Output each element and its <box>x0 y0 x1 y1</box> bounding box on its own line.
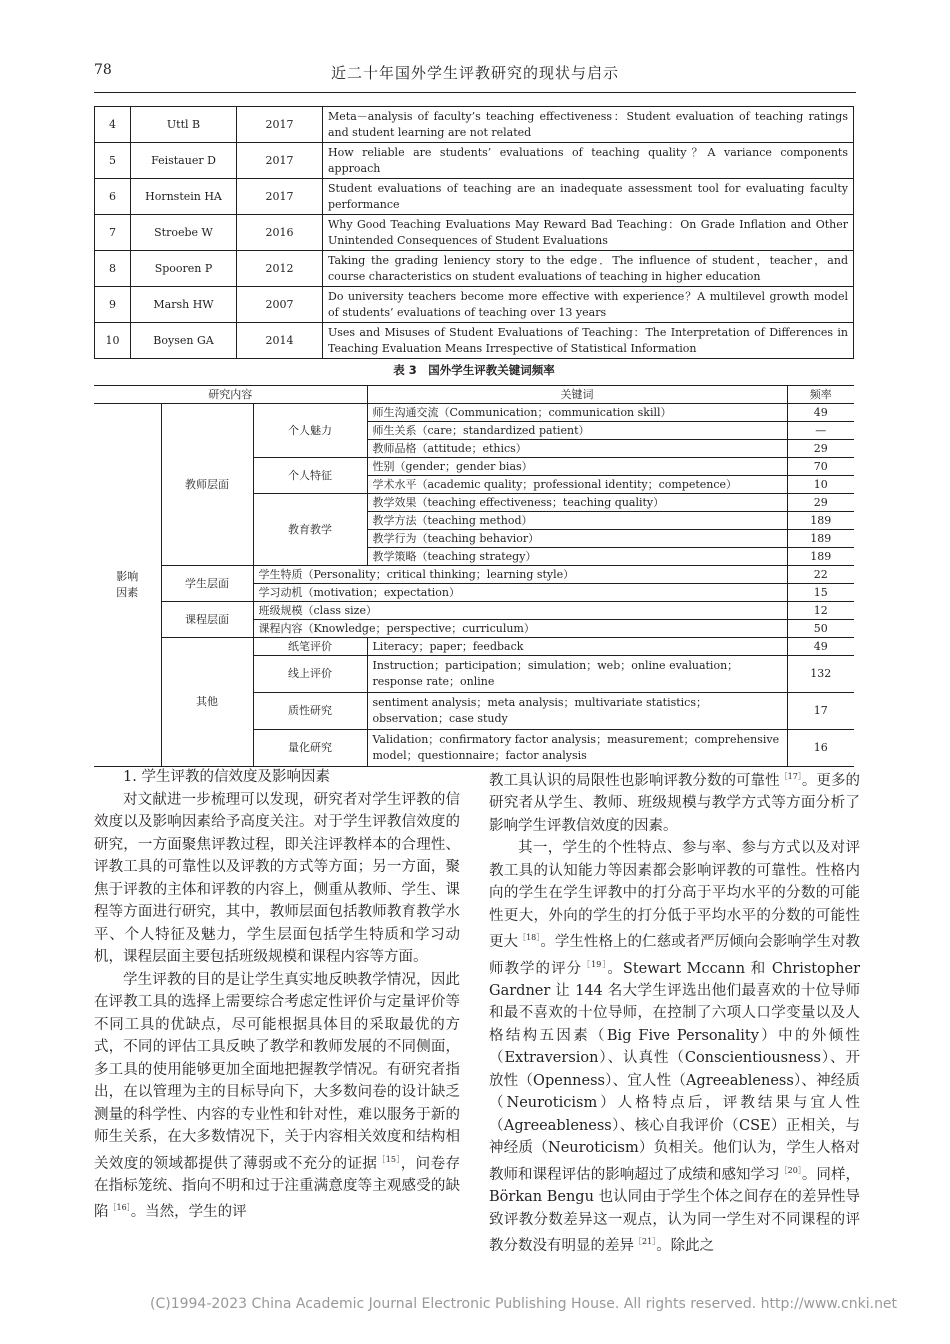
paragraph-text: 。同样，Börkan Bengu 也认同由于学生个体之间存在的差异性导致评教分数差异这一观点，认为同一学生对不同课程的评教分数没有明显的差异 <box>489 1166 860 1255</box>
paper-title-cell: Student evaluations of teaching are an inadequate assessment tool for evaluating faculty performance <box>323 179 854 215</box>
rank-cell: 10 <box>95 323 131 359</box>
rank-cell: 7 <box>95 215 131 251</box>
paragraph <box>489 766 860 837</box>
rank-cell: 4 <box>95 107 131 143</box>
running-title: 近二十年国外学生评教研究的现状与启示 <box>330 64 619 82</box>
table-row <box>95 179 854 215</box>
frequency-cell: 12 <box>787 602 854 620</box>
author-cell: Spooren P <box>131 251 237 287</box>
keyword-cell: 学生特质（Personality；critical thinking；learning style） <box>253 566 787 584</box>
table-row <box>94 404 854 422</box>
frequency-cell: 49 <box>787 404 854 422</box>
subgroup-cell: 线上评价 <box>253 656 367 693</box>
paragraph-text: 学生评教的目的是让学生真实地反映教学情况，因此在评教工具的选择上需要综合考虑定性评价与定量评价等不同工具的优缺点，尽可能根据具体目的采取最优的方式，不同的评估工具反映了教学和教师发展的不同侧面，多工具的使用能够更加全面地把握教学情况。有研究者指出，在以管理为主的目标导向下，大多数问卷的设计缺乏测量的科学性、内容的专业性和针对性，难以服务于新的师生关系，在大多数情况下，关于内容相关效度和结构相关效度的领域都提供了薄弱或不充分的证据 <box>94 971 460 1172</box>
top-cited-papers-body <box>95 107 854 359</box>
year-cell: 2014 <box>237 323 323 359</box>
citation-17: ［17］ <box>779 772 802 781</box>
paper-title-cell: Why Good Teaching Evaluations May Reward Bad Teaching：On Grade Inflation and Other Unintended Consequences of Student Evaluations <box>323 215 854 251</box>
frequency-cell: 189 <box>787 530 854 548</box>
year-cell: 2017 <box>237 179 323 215</box>
citation-19: ［19］ <box>582 959 608 969</box>
group-teacher: 教师层面 <box>161 404 253 566</box>
keyword-cell: 教师品格（attitude；ethics） <box>367 440 787 458</box>
keyword-cell: sentiment analysis；meta analysis；multivariate statistics；observation；case study <box>367 693 787 730</box>
keyword-cell: Validation；confirmatory factor analysis；measurement；comprehensive model；questionnaire；factor analysis <box>367 730 787 767</box>
citation-16: ［16］ <box>108 1203 131 1213</box>
table-row <box>95 323 854 359</box>
rank-cell: 8 <box>95 251 131 287</box>
frequency-cell: — <box>787 422 854 440</box>
paragraph: 对文献进一步梳理可以发现，研究者对学生评教的信效度以及影响因素给予高度关注。对于学生评教信效度的研究，一方面聚焦评教过程，即关注评教样本的合理性、评教工具的可靠性以及评教的方式等方面；另一方面，聚焦于评教的主体和评教的内容上，侧重从教师、学生、课程等方面进行研究，其中，教师层面包括教师教育教学水平、个人特征及魅力，学生层面包括学生特质和学习动机，课程层面主要包括班级规模和课程内容等方面。 <box>94 791 460 965</box>
keyword-cell: 性别（gender；gender bias） <box>367 458 787 476</box>
table-row <box>94 602 854 620</box>
author-cell: Boysen GA <box>131 323 237 359</box>
paper-title-cell: Taking the grading leniency story to the edge．The influence of student，teacher，and course characteristics on student evaluations of teaching in higher education <box>323 251 854 287</box>
author-cell: Feistauer D <box>131 143 237 179</box>
page-header <box>94 58 856 88</box>
year-cell: 2007 <box>237 287 323 323</box>
frequency-cell: 189 <box>787 512 854 530</box>
header-content: 研究内容 <box>94 386 367 404</box>
paragraph-text: 。学生性格上的仁慈或者严厉倾向会影响学生对教师教学的评分 <box>489 934 860 977</box>
page-number: 78 <box>94 62 112 78</box>
citation-15: ［15］ <box>377 1154 401 1164</box>
keyword-cell: Literacy；paper；feedback <box>367 638 787 656</box>
paper-title-cell: Uses and Misuses of Student Evaluations of Teaching：The Interpretation of Differences in Teaching Evaluation Means Irrespective of Statistical Information <box>323 323 854 359</box>
year-cell: 2017 <box>237 143 323 179</box>
section-heading: 1. 学生评教的信效度及影响因素 <box>123 769 330 785</box>
table3-caption: 表 3 国外学生评教关键词频率 <box>393 363 555 377</box>
frequency-cell: 15 <box>787 584 854 602</box>
keyword-cell: 教学效果（teaching effectiveness；teaching quality） <box>367 494 787 512</box>
subgroup-charm: 个人魅力 <box>253 404 367 458</box>
frequency-cell: 17 <box>787 693 854 730</box>
frequency-cell: 10 <box>787 476 854 494</box>
keyword-cell: 教学行为（teaching behavior） <box>367 530 787 548</box>
paragraph-text: 。除此之 <box>656 1238 715 1255</box>
keyword-cell: 班级规模（class size） <box>253 602 787 620</box>
keyword-cell: 学术水平（academic quality；professional identity；competence） <box>367 476 787 494</box>
paper-title-cell: How reliable are students’ evaluations of teaching quality？A variance components approach <box>323 143 854 179</box>
table-row <box>94 566 854 584</box>
group-student: 学生层面 <box>161 566 253 602</box>
paper-title-cell: Do university teachers become more effective with experience？A multilevel growth model of students’ evaluations of teaching over 13 years <box>323 287 854 323</box>
rank-cell: 9 <box>95 287 131 323</box>
paragraph <box>94 969 460 1224</box>
table-row <box>95 107 854 143</box>
keyword-cell: Instruction；participation；simulation；web；online evaluation；response rate；online <box>367 656 787 693</box>
year-cell: 2016 <box>237 215 323 251</box>
frequency-cell: 189 <box>787 548 854 566</box>
paragraph-text: 其一，学生的个性特点、参与率、参与方式以及对评教工具的认知能力等因素都会影响评教的可靠性。性格内向的学生在学生评教中的打分高于平均水平的分数的可能性更大，外向的学生的打分低于平均水平的分数的可能性更大 <box>489 840 860 951</box>
copyright-footer: (C)1994-2023 China Academic Journal Electronic Publishing House. All rights reserved. http://www.cnki.net <box>150 1296 898 1312</box>
paragraph-text: 。当然，学生的评 <box>130 1204 247 1221</box>
keyword-frequency-table <box>94 385 854 767</box>
author-cell: Marsh HW <box>131 287 237 323</box>
keyword-cell: 教学策略（teaching strategy） <box>367 548 787 566</box>
citation-21: ［21］ <box>634 1237 657 1247</box>
table-row <box>95 287 854 323</box>
body-right-column <box>489 766 860 1258</box>
paragraph-text: 教工具认识的局限性也影响评教分数的可靠性 <box>489 772 780 789</box>
frequency-cell: 22 <box>787 566 854 584</box>
frequency-cell: 16 <box>787 730 854 767</box>
rank-cell: 5 <box>95 143 131 179</box>
top-cited-papers-table <box>94 106 854 359</box>
year-cell: 2017 <box>237 107 323 143</box>
frequency-cell: 70 <box>787 458 854 476</box>
table-row <box>95 143 854 179</box>
frequency-cell: 132 <box>787 656 854 693</box>
subgroup-traits: 个人特征 <box>253 458 367 494</box>
subgroup-cell: 量化研究 <box>253 730 367 767</box>
frequency-cell: 29 <box>787 440 854 458</box>
paragraph-text: 。Stewart Mccann 和 Christopher Gardner 让 144 名大学生评选出他们最喜欢的十位导师和最不喜欢的十位导师，在控制了六项人口学变量以及人格结构五因素（Big Five Personality）中的外倾性（Extraversion）、认真性（Conscientiousness）、开放性（Openness）、宜人性（Agreeableness）、神经质（Neuroticism）人格特点后，评教结果与宜人性（Agreeableness）、核心自我评价（CSE）正相关，与神经质（Neuroticism）负相关。他们认为，学生人格对教师和课程评估的影响超过了成绩和感知学习 <box>489 960 861 1183</box>
paragraph-text: 。更多的研究者从学生、教师、班级规模与教学方式等方面分析了影响学生评教信效度的因素。 <box>489 772 860 834</box>
table-row <box>94 638 854 656</box>
table-header-row <box>94 386 854 404</box>
author-cell: Stroebe W <box>131 215 237 251</box>
keyword-cell: 师生沟通交流（Communication；communication skill） <box>367 404 787 422</box>
subgroup-teaching: 教育教学 <box>253 494 367 566</box>
header-frequency: 频率 <box>787 386 854 404</box>
frequency-cell: 50 <box>787 620 854 638</box>
frequency-cell: 29 <box>787 494 854 512</box>
citation-18: ［18］ <box>518 933 541 943</box>
year-cell: 2012 <box>237 251 323 287</box>
header-keywords: 关键词 <box>367 386 787 404</box>
author-cell: Hornstein HA <box>131 179 237 215</box>
header-rule <box>94 92 856 93</box>
table-row <box>95 251 854 287</box>
group-other: 其他 <box>161 638 253 767</box>
body-left-column <box>94 766 460 1224</box>
rank-cell: 6 <box>95 179 131 215</box>
keyword-cell: 师生关系（care；standardized patient） <box>367 422 787 440</box>
subgroup-cell: 纸笔评价 <box>253 638 367 656</box>
group-course: 课程层面 <box>161 602 253 638</box>
paragraph <box>489 837 860 1257</box>
frequency-cell: 49 <box>787 638 854 656</box>
group-influence: 影响 因素 <box>94 404 161 767</box>
keyword-cell: 学习动机（motivation；expectation） <box>253 584 787 602</box>
subgroup-cell: 质性研究 <box>253 693 367 730</box>
table-row <box>95 215 854 251</box>
paragraph-text: ，问卷存在指标笼统、指向不明和过于注重满意度等主观感受的缺陷 <box>94 1155 461 1221</box>
citation-20: ［20］ <box>779 1165 802 1175</box>
keyword-cell: 教学方法（teaching method） <box>367 512 787 530</box>
keyword-cell: 课程内容（Knowledge；perspective；curriculum） <box>253 620 787 638</box>
paper-title-cell: Meta－analysis of faculty’s teaching effectiveness：Student evaluation of teaching ratings and student learning are not related <box>323 107 854 143</box>
author-cell: Uttl B <box>131 107 237 143</box>
